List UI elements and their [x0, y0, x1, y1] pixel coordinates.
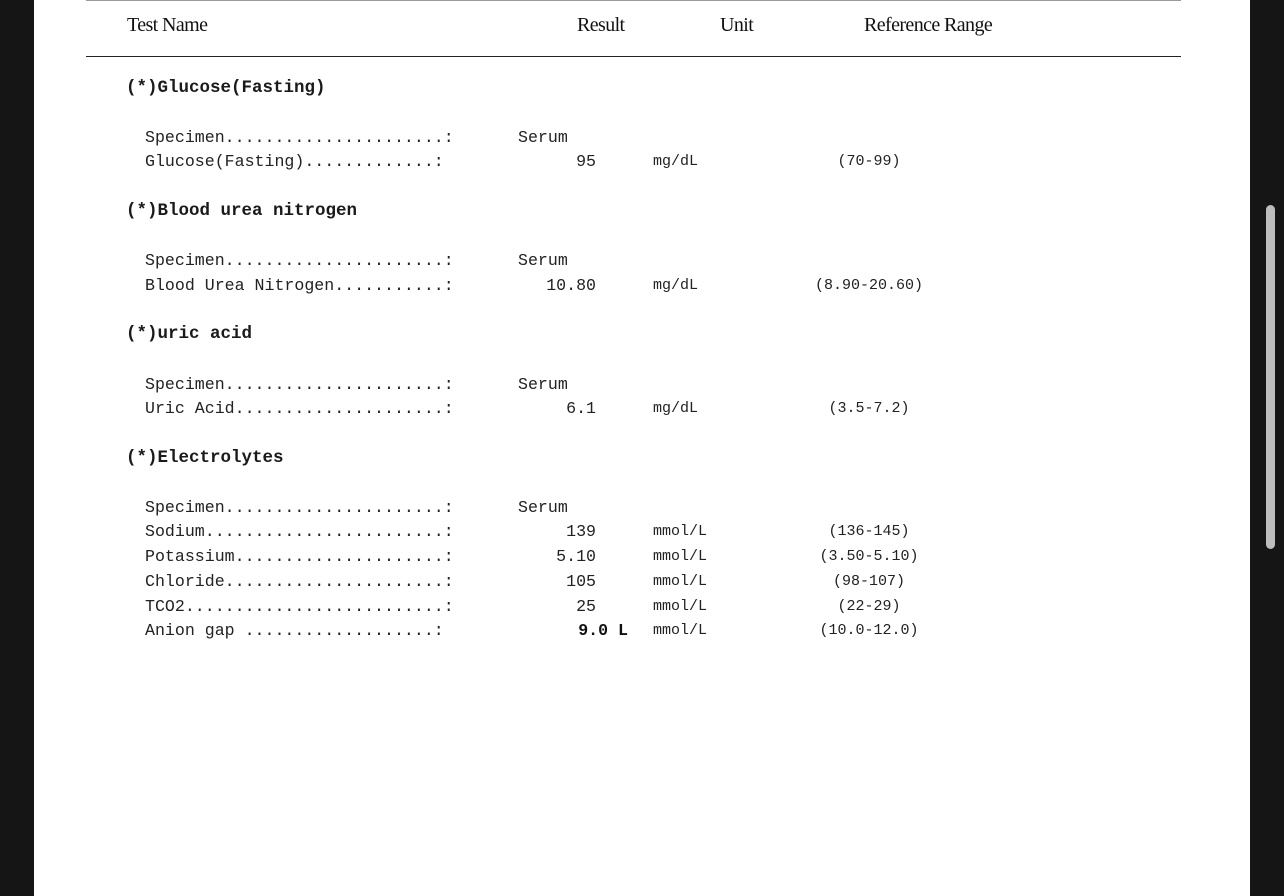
header-unit: Unit [720, 14, 754, 36]
row-unit: mg/dL [653, 400, 699, 417]
row-result-flagged: 9.0 L [578, 621, 628, 640]
row-result: Serum [518, 375, 568, 394]
row-result: 5.10 [556, 547, 596, 566]
header-reference-range: Reference Range [864, 14, 993, 36]
row-label: Specimen......................: [145, 128, 454, 147]
row-label: TCO2..........................: [145, 597, 454, 616]
row-unit: mmol/L [653, 548, 708, 565]
top-rule [86, 0, 1181, 1]
row-label: Sodium........................: [145, 522, 454, 541]
row-unit: mmol/L [653, 598, 708, 615]
row-range: (10.0-12.0) [819, 622, 919, 639]
row-label: Glucose(Fasting).............: [145, 152, 444, 171]
section-title-uric-acid: (*)uric acid [126, 324, 253, 344]
report-page [34, 0, 1250, 896]
row-unit: mg/dL [653, 153, 699, 170]
vertical-scrollbar[interactable] [1266, 205, 1275, 549]
row-range: (98-107) [832, 573, 905, 590]
row-range: (3.50-5.10) [819, 548, 919, 565]
row-label: Anion gap ...................: [145, 621, 444, 640]
row-result: Serum [518, 498, 568, 517]
section-title-bun: (*)Blood urea nitrogen [126, 201, 358, 221]
row-result: 95 [576, 152, 596, 171]
row-label: Uric Acid.....................: [145, 399, 454, 418]
row-range: (3.5-7.2) [828, 400, 910, 417]
row-result: 139 [566, 522, 596, 541]
row-result: 10.80 [546, 276, 596, 295]
row-label: Specimen......................: [145, 375, 454, 394]
row-result: 25 [576, 597, 596, 616]
row-range: (8.90-20.60) [814, 277, 924, 294]
row-label: Potassium.....................: [145, 547, 454, 566]
row-unit: mg/dL [653, 277, 699, 294]
row-range: (136-145) [828, 523, 910, 540]
header-test-name: Test Name [127, 14, 208, 36]
row-unit: mmol/L [653, 622, 708, 639]
row-result: Serum [518, 128, 568, 147]
row-unit: mmol/L [653, 523, 708, 540]
row-label: Specimen......................: [145, 498, 454, 517]
row-result: 105 [566, 572, 596, 591]
row-label: Chloride......................: [145, 572, 454, 591]
header-result: Result [577, 14, 625, 36]
row-label: Specimen......................: [145, 251, 454, 270]
section-title-glucose: (*)Glucose(Fasting) [126, 78, 326, 98]
row-range: (22-29) [837, 598, 901, 615]
section-title-electrolytes: (*)Electrolytes [126, 448, 284, 468]
row-result: Serum [518, 251, 568, 270]
row-result: 6.1 [566, 399, 596, 418]
header-rule [86, 56, 1181, 57]
row-range: (70-99) [837, 153, 901, 170]
row-label: Blood Urea Nitrogen...........: [145, 276, 454, 295]
row-unit: mmol/L [653, 573, 708, 590]
